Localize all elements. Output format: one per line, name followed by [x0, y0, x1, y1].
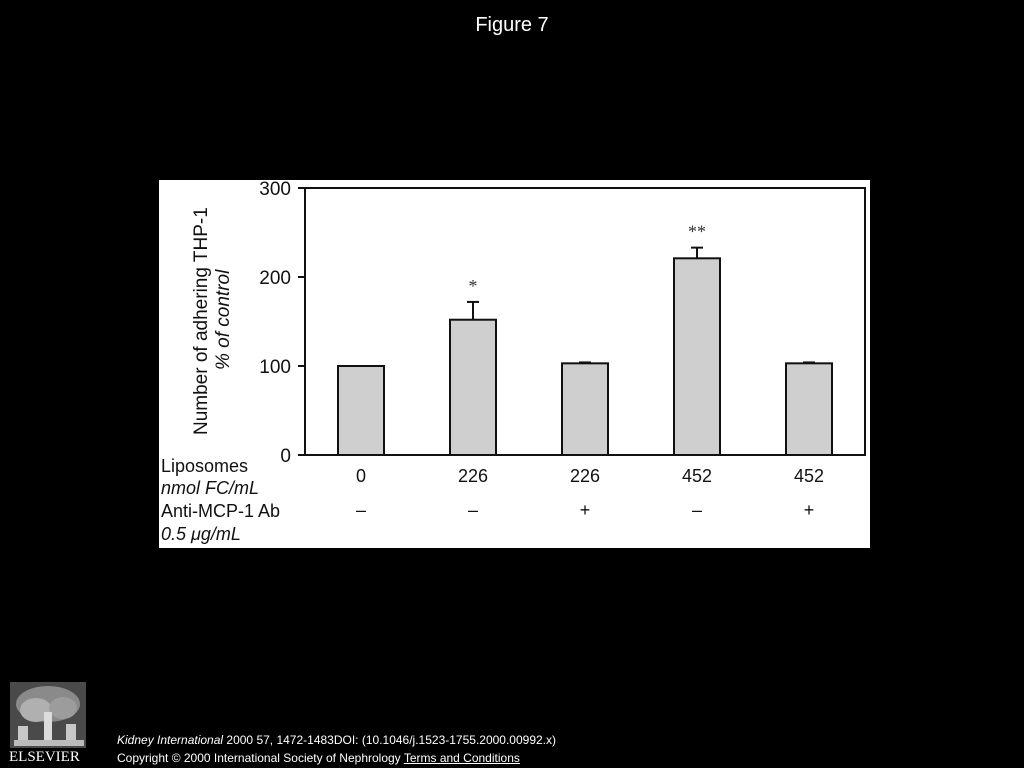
y-tick-label-1: 100: [259, 357, 291, 378]
citation-line: [117, 731, 556, 749]
category-label-0: 0: [355, 466, 366, 486]
y-axis-sublabel: % of control: [213, 269, 234, 370]
y-tick-label-0: 0: [280, 446, 291, 467]
terms-link[interactable]: Terms and Conditions: [403, 751, 520, 765]
row-label-liposomes: Liposomes: [161, 456, 249, 476]
antibody-flag-0: –: [355, 500, 366, 520]
footer: [117, 731, 556, 767]
row-label-antibody: Anti-MCP-1 Ab: [161, 501, 281, 521]
significance-mark-3: **: [688, 221, 706, 242]
page-title: Figure 7: [475, 14, 549, 36]
significance-mark-1: *: [468, 275, 478, 296]
bar-2: [562, 363, 608, 455]
row-label-antibody-unit: 0.5 μg/mL: [161, 524, 241, 544]
figure-panel: [159, 180, 870, 548]
citation-text: 2000 57, 1472-1483DOI: (10.1046/j.1523-1755.2000.00992.x): [223, 733, 557, 747]
y-axis-label: Number of adhering THP-1: [191, 207, 212, 435]
y-tick-label-3: 300: [259, 180, 291, 200]
copyright-line: [117, 749, 556, 767]
y-tick-label-2: 200: [259, 268, 291, 289]
antibody-flag-3: –: [691, 500, 702, 520]
antibody-flag-2: +: [579, 500, 591, 520]
elsevier-wordmark: ELSEVIER: [9, 749, 80, 765]
row-label-liposomes-unit: nmol FC/mL: [161, 478, 260, 498]
bar-3: [674, 258, 720, 455]
bar-1: [450, 320, 496, 455]
antibody-flag-1: –: [467, 500, 478, 520]
category-label-2: 226: [569, 466, 601, 486]
category-label-4: 452: [793, 466, 825, 486]
journal-name: Kidney International: [117, 733, 224, 747]
category-label-3: 452: [681, 466, 713, 486]
bar-0: [338, 366, 384, 455]
copyright-text: Copyright © 2000 International Society of Nephrology: [117, 751, 401, 765]
bar-chart: [159, 180, 870, 548]
category-label-1: 226: [457, 466, 489, 486]
bar-4: [786, 363, 832, 455]
antibody-flag-4: +: [803, 500, 815, 520]
